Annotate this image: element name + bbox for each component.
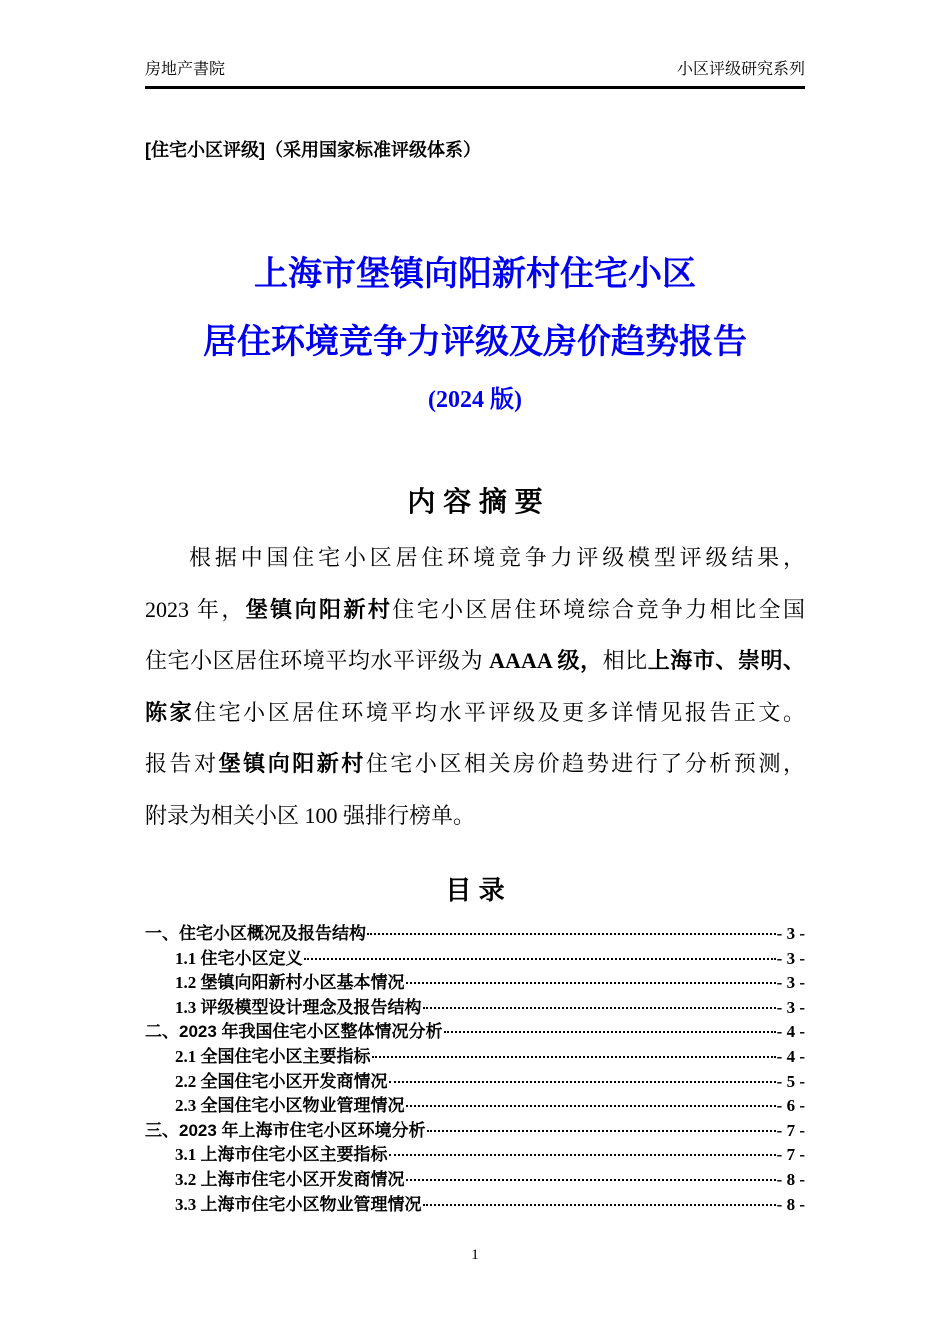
toc-entry-label: 3.1 上海市住宅小区主要指标 [175, 1145, 388, 1165]
header-right-text: 小区评级研究系列 [676, 61, 805, 78]
toc-dot-leader [423, 1204, 776, 1206]
summary-heading: 内 容 摘 要 [407, 486, 543, 517]
toc-entry[interactable] [145, 971, 805, 996]
toc-entry[interactable] [145, 1143, 805, 1168]
report-edition: (2024 版) [428, 387, 522, 413]
toc-entry[interactable] [145, 996, 805, 1021]
toc-entry[interactable] [145, 1094, 805, 1119]
toc-page-number: - 6 - [776, 1096, 805, 1116]
summary-text-run: 住宅小区居住环境平均水平评级及更多详情见报告正文。 [194, 699, 805, 725]
header-left-text: 房地产書院 [145, 61, 226, 78]
toc-entry[interactable] [145, 922, 805, 947]
summary-text-run: 堡镇向阳新村 [218, 751, 366, 776]
toc-page-number: - 5 - [776, 1071, 805, 1091]
summary-line [145, 635, 805, 687]
page-content [145, 60, 805, 1217]
toc-page-number: - 3 - [776, 924, 805, 943]
toc-page-number: - 4 - [776, 1046, 805, 1066]
toc-dot-leader [304, 958, 776, 960]
summary-line [145, 738, 805, 790]
summary-text-run: 住宅小区居住环境平均水平评级为 [145, 648, 490, 673]
toc-page-number: - 7 - [776, 1120, 805, 1140]
summary-text-run: 2023 年， [145, 596, 246, 622]
toc-entry[interactable] [145, 947, 805, 972]
toc-dot-leader [367, 933, 776, 935]
toc-dot-leader [406, 982, 776, 984]
toc-entry-label: 三、2023 年上海市住宅小区环境分析 [145, 1120, 426, 1140]
toc-page-number: - 3 - [776, 973, 805, 993]
summary-line [145, 584, 805, 636]
summary-text-run: 陈家 [145, 699, 195, 725]
toc-entry[interactable] [145, 1119, 805, 1144]
summary-text-run: 根据中国住宅小区居住环境竞争力评级模型评级结果， [189, 545, 805, 570]
summary-text-run: 住宅小区相关房价趋势进行了分析预测， [365, 751, 805, 776]
toc-entry[interactable] [145, 1020, 805, 1045]
summary-line [145, 532, 805, 584]
summary-text-run: 堡镇向阳新村 [245, 596, 393, 622]
summary-paragraph [145, 532, 805, 841]
report-title-line2: 居住环境竞争力评级及房价趋势报告 [203, 324, 747, 361]
toc-entry-label: 1.1 住宅小区定义 [175, 948, 303, 968]
toc-dot-leader [372, 1056, 776, 1058]
toc-page-number: - 7 - [776, 1145, 805, 1165]
toc-dot-leader [406, 1105, 776, 1107]
toc-entry[interactable] [145, 1193, 805, 1218]
toc-entry[interactable] [145, 1045, 805, 1070]
summary-text-run: AAAA 级， [489, 648, 603, 673]
report-title-line1: 上海市堡镇向阳新村住宅小区 [254, 256, 696, 293]
summary-line [145, 687, 805, 739]
toc-dot-leader [444, 1031, 776, 1033]
rating-system-note: [住宅小区评级]（采用国家标准评级体系） [145, 140, 481, 160]
toc-entry-label: 1.3 评级模型设计理念及报告结构 [175, 997, 422, 1017]
toc-dot-leader [389, 1081, 776, 1083]
page-header [145, 60, 805, 89]
footer-page-number: 1 [471, 1247, 479, 1263]
toc-entry-label: 2.2 全国住宅小区开发商情况 [175, 1071, 388, 1091]
toc-entry-label: 2.3 全国住宅小区物业管理情况 [175, 1096, 405, 1116]
toc-page-number: - 8 - [776, 1169, 805, 1189]
toc-page-number: - 3 - [776, 997, 805, 1017]
toc-entry-label: 二、2023 年我国住宅小区整体情况分析 [145, 1022, 443, 1042]
toc-page-number: - 8 - [776, 1194, 805, 1214]
toc-entry-label: 1.2 堡镇向阳新村小区基本情况 [175, 973, 405, 993]
toc-entry-label: 3.2 上海市住宅小区开发商情况 [175, 1169, 405, 1189]
toc-page-number: - 4 - [776, 1022, 805, 1042]
toc-heading: 目 录 [445, 875, 505, 905]
toc-entry-label: 3.3 上海市住宅小区物业管理情况 [175, 1194, 422, 1214]
toc-dot-leader [389, 1154, 776, 1156]
summary-text-run: 住宅小区居住环境综合竞争力相比全国 [392, 596, 805, 622]
toc-dot-leader [427, 1130, 776, 1132]
toc-list [145, 922, 805, 1217]
summary-line [145, 790, 805, 842]
summary-text-run: 报告对 [145, 751, 219, 776]
toc-dot-leader [406, 1179, 776, 1181]
summary-text-run: 附录为相关小区 100 强排行榜单。 [145, 802, 476, 828]
toc-entry[interactable] [145, 1070, 805, 1095]
toc-page-number: - 3 - [776, 948, 805, 968]
toc-entry[interactable] [145, 1168, 805, 1193]
toc-dot-leader [423, 1007, 776, 1009]
toc-entry-label: 一、住宅小区概况及报告结构 [145, 924, 366, 943]
summary-text-run: 相比 [602, 648, 648, 673]
toc-entry-label: 2.1 全国住宅小区主要指标 [175, 1046, 371, 1066]
summary-text-run: 上海市、崇明、 [647, 648, 805, 673]
